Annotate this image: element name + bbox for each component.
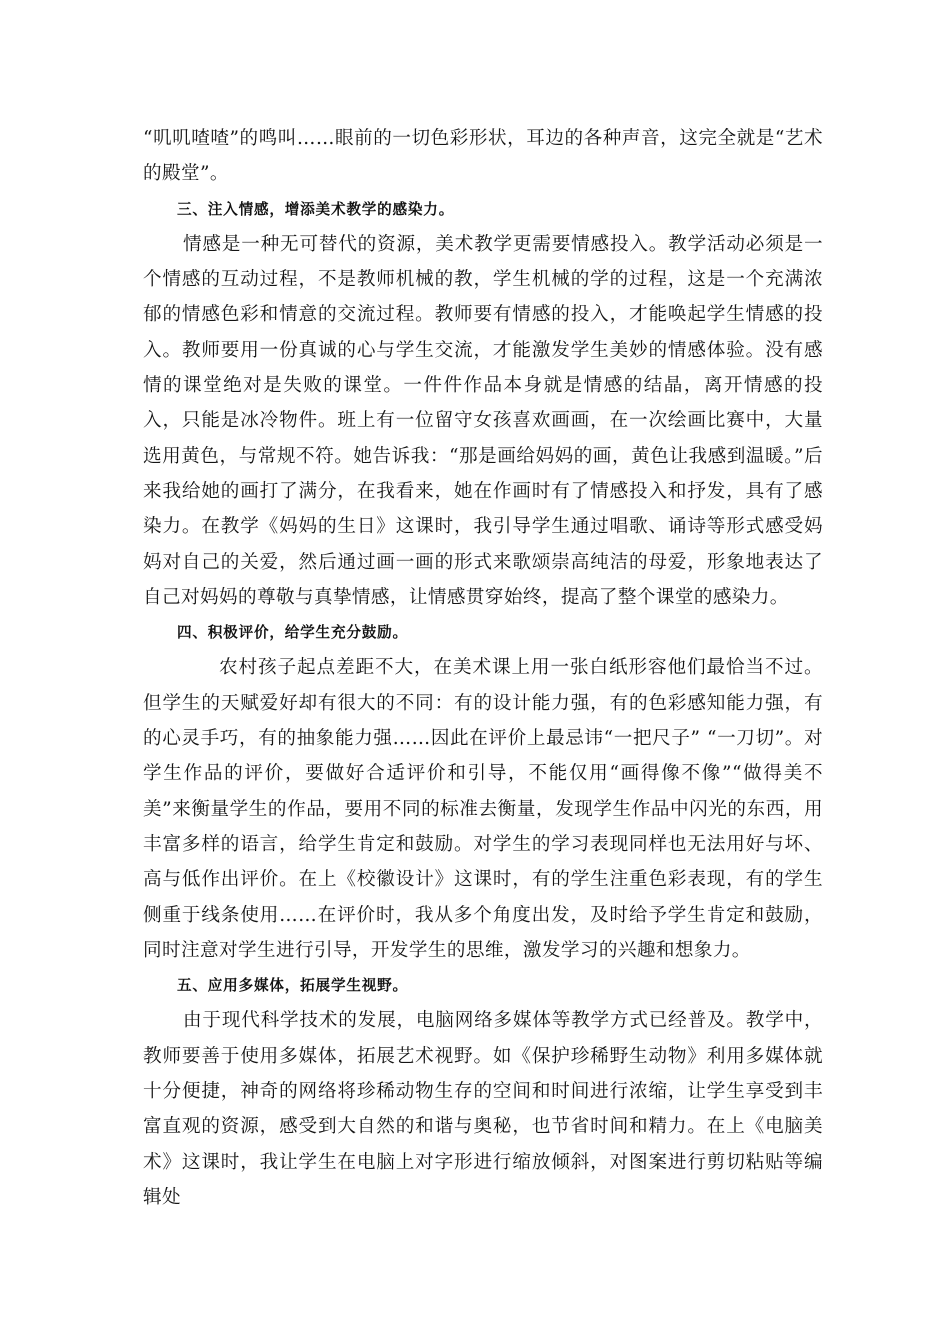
section-5-paragraph: 由于现代科学技术的发展，电脑网络多媒体等教学方式已经普及。教学中，教师要善于使用多媒体，拓展艺术视野。如《保护珍稀野生动物》利用多媒体就十分便捷，神奇的网络将珍稀动物生存的空间和时间进行浓缩，让学生享受到丰富直观的资源，感受到大自然的和谐与奥秘，也节省时间和精力。在上《电脑美术》这课时，我让学生在电脑上对字形进行缩放倾斜，对图案进行剪切粘贴等编辑处 bbox=[143, 1010, 823, 1208]
section-4-paragraph: 农村孩子起点差距不大，在美术课上用一张白纸形容他们最恰当不过。但学生的天赋爱好却有很大的不同：有的设计能力强，有的色彩感知能力强，有的心灵手巧，有的抽象能力强……因此在评价上最忌讳“一把尺子” “一刀切”。对学生作品的评价，要做好合适评价和引导，不能仅用“画得像不像”“做得美不美”来衡量学生的作品，要用不同的标准去衡量，发现学生作品中闪光的东西，用丰富多样的语言，给学生肯定和鼓励。对学生的学习表现同样也无法用好与坏、高与低作出评价。在上《校徽设计》这课时，有的学生注重色彩表现，有的学生侧重于线条使用……在评价时，我从多个角度出发，及时给予学生肯定和鼓励，同时注意对学生进行引导，开发学生的思维，激发学习的兴趣和想象力。 bbox=[143, 657, 823, 961]
section-3-paragraph: 情感是一种无可替代的资源，美术教学更需要情感投入。教学活动必须是一个情感的互动过程，不是教师机械的教，学生机械的学的过程，这是一个充满浓郁的情感色彩和情意的交流过程。教师要有情感的投入，才能唤起学生情感的投入。教师要用一份真诚的心与学生交流，才能激发学生美妙的情感体验。没有感情的课堂绝对是失败的课堂。一件件作品本身就是情感的结晶，离开情感的投入，只能是冰冷物件。班上有一位留守女孩喜欢画画，在一次绘画比赛中，大量选用黄色，与常规不符。她告诉我：“那是画给妈妈的画，黄色让我感到温暖。”后来我给她的画打了满分，在我看来，她在作画时有了情感投入和抒发，具有了感染力。在教学《妈妈的生日》这课时，我引导学生通过唱歌、诵诗等形式感受妈妈对自己的关爱，然后通过画一画的形式来歌颂崇高纯洁的母爱，形象地表达了自己对妈妈的尊敬与真挚情感，让情感贯穿始终，提高了整个课堂的感染力。 bbox=[143, 233, 823, 608]
intro-paragraph: “叽叽喳喳”的鸣叫……眼前的一切色彩形状，耳边的各种声音，这完全就是“艺术的殿堂”。 bbox=[143, 128, 823, 185]
document-body bbox=[143, 121, 823, 1215]
section-4-heading: 四、积极评价，给学生充分鼓励。 bbox=[177, 624, 408, 642]
section-5-heading: 五、应用多媒体，拓展学生视野。 bbox=[177, 977, 408, 995]
section-3-heading: 三、注入情感，增添美术教学的感染力。 bbox=[177, 200, 455, 218]
